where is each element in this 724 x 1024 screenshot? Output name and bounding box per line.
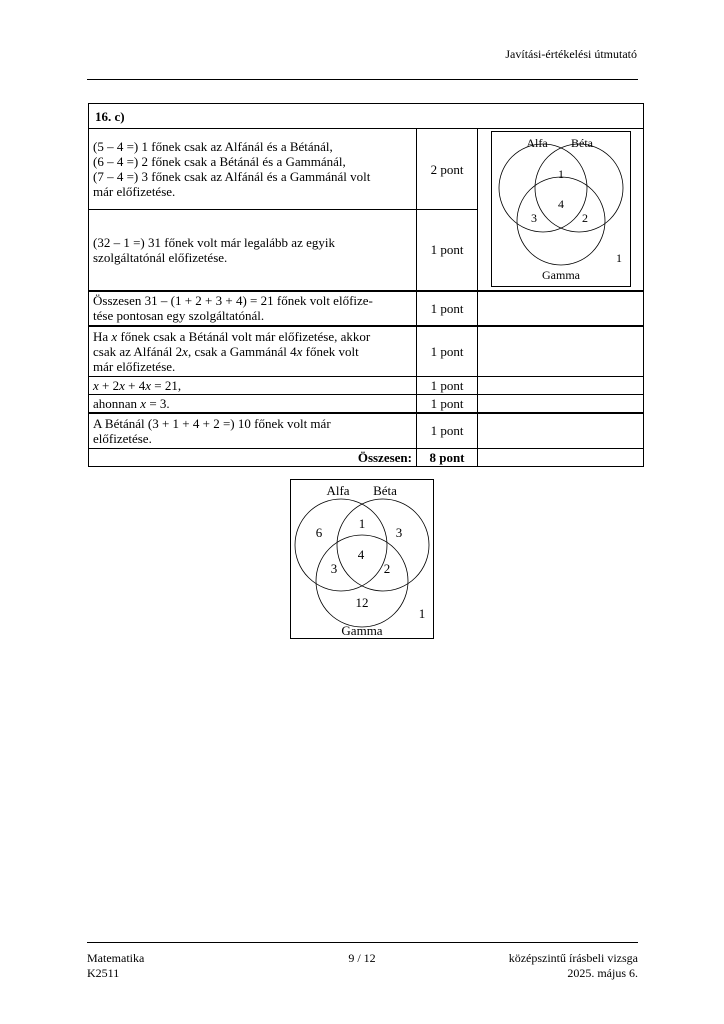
- row-text: (5 – 4 =) 1 főnek csak az Alfánál és a Bétánál, (6 – 4 =) 2 főnek csak a Bétánál és a Gammánál, (7 – 4 =) 3 főnek csak az Alfánál és a Gammánál volt már előfizetése.: [89, 129, 417, 210]
- table-row: [89, 129, 644, 210]
- label-alfa: Alfa: [525, 136, 548, 151]
- venn-small-cell: [478, 129, 644, 291]
- row-points: 1 pont: [417, 326, 478, 377]
- region-bc: 2: [383, 561, 391, 576]
- label-alfa: Alfa: [326, 483, 350, 498]
- total-row: [89, 448, 644, 466]
- venn-diagram-small: [491, 131, 631, 287]
- region-ac: 3: [530, 211, 537, 226]
- footer-page-number: 9 / 12: [348, 951, 376, 965]
- row-text: (32 – 1 =) 31 főnek volt már legalább az egyik szolgáltatónál előfizetése.: [89, 210, 417, 291]
- total-points: 8 pont: [417, 448, 478, 466]
- table-row: [89, 395, 644, 414]
- row-points: 2 pont: [417, 129, 478, 210]
- row-text: A Bétánál (3 + 1 + 4 + 2 =) 10 főnek volt már előfizetése.: [89, 413, 417, 448]
- footer-right: [509, 951, 638, 981]
- footer-date: 2025. május 6.: [567, 966, 638, 980]
- region-abc: 4: [557, 197, 564, 212]
- section-title: 16. c): [89, 104, 644, 129]
- venn-circle-alfa: [295, 499, 387, 591]
- label-gamma: Gamma: [341, 623, 383, 638]
- region-outside: 1: [615, 251, 622, 266]
- region-bc: 2: [581, 211, 588, 226]
- table-row: [89, 291, 644, 326]
- empty-cell: [478, 413, 644, 448]
- region-beta-only: 3: [395, 525, 403, 540]
- empty-cell: [478, 448, 644, 466]
- region-abc: 4: [357, 547, 365, 562]
- footer-exam: középszintű írásbeli vizsga: [508, 951, 638, 965]
- label-beta: Béta: [373, 483, 397, 498]
- header-title: Javítási-értékelési útmutató: [505, 47, 637, 61]
- venn-circle-beta: [337, 499, 429, 591]
- solution-table: [88, 103, 644, 467]
- table-row: [89, 377, 644, 395]
- venn-circle-alfa: [499, 144, 587, 232]
- venn-diagram-large: [290, 479, 434, 639]
- label-gamma: Gamma: [541, 268, 580, 283]
- empty-cell: [478, 291, 644, 326]
- row-points: 1 pont: [417, 210, 478, 291]
- row-text: x + 2x + 4x = 21,: [89, 377, 417, 395]
- total-label: Összesen:: [89, 448, 417, 466]
- region-ac: 3: [330, 561, 338, 576]
- region-alfa-only: 6: [315, 525, 323, 540]
- region-ab: 1: [557, 167, 564, 182]
- row-points: 1 pont: [417, 413, 478, 448]
- table-row: [89, 413, 644, 448]
- region-gamma-only: 12: [355, 595, 369, 610]
- row-points: 1 pont: [417, 291, 478, 326]
- footer-code: K2511: [87, 966, 120, 980]
- row-points: 1 pont: [417, 395, 478, 414]
- label-beta: Béta: [570, 136, 593, 151]
- empty-cell: [478, 326, 644, 377]
- row-text: Összesen 31 – (1 + 2 + 3 + 4) = 21 főnek volt előfize- tése pontosan egy szolgáltatónál.: [89, 291, 417, 326]
- header-divider: [87, 79, 638, 80]
- row-points: 1 pont: [417, 377, 478, 395]
- region-ab: 1: [358, 516, 366, 531]
- footer-divider: [87, 942, 638, 943]
- venn-circle-beta: [535, 144, 623, 232]
- row-text: Ha x főnek csak a Bétánál volt már előfizetése, akkor csak az Alfánál 2x, csak a Gammánál 4x főnek volt már előfizetése.: [89, 326, 417, 377]
- row-text: ahonnan x = 3.: [89, 395, 417, 414]
- empty-cell: [478, 395, 644, 414]
- empty-cell: [478, 377, 644, 395]
- region-outside: 1: [418, 606, 426, 621]
- table-row: [89, 326, 644, 377]
- footer-subject: Matematika: [87, 951, 145, 965]
